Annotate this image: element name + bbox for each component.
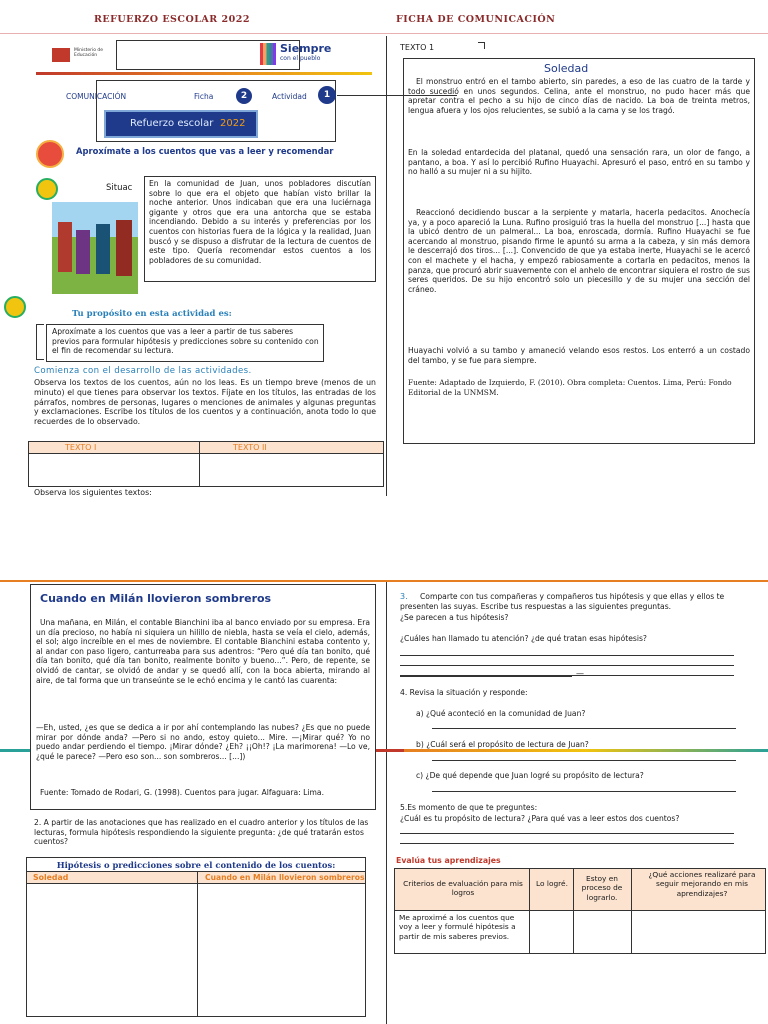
- hipotesis-table: [26, 857, 366, 1017]
- siempre-logo-text: Siempre: [280, 42, 332, 55]
- eval-div-1: [529, 869, 530, 953]
- answer-line-4c[interactable]: [432, 791, 736, 792]
- hipotesis-table-title: Hipótesis o predicciones sobre el contenido de los cuentos:: [27, 858, 365, 872]
- logo-underline: [36, 72, 372, 75]
- hipotesis-divider: [197, 872, 198, 1016]
- soledad-p1: El monstruo entró en el tambo abierto, sin paredes, a eso de las cuatro de la tarde y todo sucedió en unos segundos. Celina, ante el monstruo, no pudo hacer más que apretar contra el pecho a su hijo de cinco días de nacido. La boa de treinta metros, lengua afuera y los ojos relucientes, se subió a la cama y se los tragó.: [408, 77, 750, 115]
- milan-fuente: Fuente: Tomado de Rodari, G. (1998). Cuentos para jugar. Alfaguara: Lima.: [40, 788, 324, 797]
- actividad-number-badge: 1: [318, 86, 336, 104]
- question-3: Comparte con tus compañeras y compañeros tus hipótesis y que ellas y ellos te presenten las suyas. Escribe tus respuestas a las siguientes preguntas.: [400, 592, 725, 611]
- answer-line-5b[interactable]: [400, 843, 734, 844]
- answer-dash: —: [576, 669, 584, 678]
- answer-line-5a[interactable]: [400, 833, 734, 834]
- refuerzo-text: Refuerzo escolar: [130, 118, 214, 129]
- answer-line-4[interactable]: [400, 676, 572, 677]
- eval-th-criterios: Criterios de evaluación para mis logros: [403, 879, 523, 898]
- pueblo-logo-text: con el pueblo: [280, 55, 321, 62]
- question-4a: a) ¿Qué aconteció en la comunidad de Juan?: [416, 709, 586, 718]
- actividad-label: Actividad: [272, 92, 307, 101]
- question-4c: c) ¿De qué depende que Juan logré su propósito de lectura?: [416, 771, 644, 780]
- answer-line-2[interactable]: [400, 665, 734, 666]
- texto-ii-header: TEXTO II: [233, 443, 267, 452]
- eval-th-acciones: ¿Qué acciones realizaré para seguir mejorando en mis aprendizajes?: [648, 870, 756, 898]
- col-milan: Cuando en Milán llovieron sombreros: [205, 873, 365, 882]
- refuerzo-year: 2022: [220, 118, 246, 129]
- texto-table-divider: [199, 442, 200, 486]
- answer-line-4a[interactable]: [432, 728, 736, 729]
- aproximate-heading: Aproxímate a los cuentos que vas a leer y recomendar: [76, 146, 334, 156]
- person-figure-3: [96, 224, 110, 274]
- bracket-mark: [478, 42, 485, 49]
- person-figure-4: [116, 220, 132, 276]
- comunicacion-label: COMUNICACIÓN: [66, 92, 127, 101]
- refuerzo-banner: [104, 110, 258, 138]
- col-soledad: Soledad: [33, 873, 69, 882]
- person-figure-2: [76, 230, 90, 274]
- siempre-stripes-icon: [260, 43, 276, 65]
- milan-title: Cuando en Milán llovieron sombreros: [40, 592, 272, 605]
- soledad-p4: Huayachi volvió a su tambo y amaneció velando esos restos. Los enterró a un costado del tambo, y se fue para siempre.: [408, 346, 750, 365]
- mid-stripe-center: [376, 749, 404, 752]
- ficha-number-badge: 2: [236, 88, 252, 104]
- comienza-heading: Comienza con el desarrollo de las actividades.: [34, 366, 252, 376]
- hand-icon: [36, 140, 64, 168]
- eval-th-logre: Lo logré.: [536, 879, 568, 888]
- soledad-p3: Reaccionó decidiendo buscar a la serpiente y matarla, hacerla pedacitos. Anochecía ya, y a poco apareció la Luna. Rufino prosiguió tras la huella del monstruo [...] hasta que la ubicó dentro de un palmeral... La boa, enroscada, dormía. Rufino Huayachi se fue acercando al monstruo, pisando firme le apuntó su arma a la cabeza, y sin más demora le descerrajó dos tiros... [...]. Convencido de que ya estaba inerte, Huayachi se le acercó con el machete y el hacha, y empezó rabiosamente a cortarla en pedacitos, menos la panza, que procuró abrir suavemente con el anhelo de encontrar siquiera el rostro de sus seres queridos. De su hijo encontró solo un piecesillo y de su mujer una sección del cráneo.: [408, 208, 750, 294]
- ministry-logo-text: Ministerio de Educación: [74, 48, 104, 58]
- milan-p1: Una mañana, en Milán, el contable Bianchini iba al banco enviado por su empresa. Era un día precioso, no había ni siquiera un hilillo de niebla, hasta se veía el cielo, además, el sol; algo increíble en el mes de noviembre. El contable Bianchini estaba contento y, al andar con paso ligero, canturreaba para sus adentros: “Pero qué día tan bonito, qué día tan bonito, qué día tan bonito, realmente bonito y bueno...”. Pero, de repente, se olvidó de cantar, se olvidó de andar y se quedó allí, con la boca abierta, mirando al aire, de tal forma que un transeúnte se le echó encima y le cantó las cuarenta:: [36, 618, 370, 685]
- situacion-label: Situac: [106, 183, 133, 193]
- eval-td-criterio: Me aproximé a los cuentos que voy a leer y formulé hipótesis a partir de mis saberes previos.: [399, 913, 516, 941]
- mid-stripe-left: [0, 749, 30, 752]
- peru-flag-icon: [52, 48, 70, 62]
- question-5: 5.Es momento de que te preguntes:: [400, 803, 538, 812]
- soledad-fuente: Fuente: Adaptado de Izquierdo, F. (2010). Obra completa: Cuentos. Lima, Perú: Fondo Editorial de la UNMSM.: [408, 378, 732, 397]
- question-5b: ¿Cuál es tu propósito de lectura? ¿Para qué vas a leer estos dos cuentos?: [400, 814, 680, 823]
- column-divider: [386, 36, 387, 496]
- ficha-label: Ficha: [194, 92, 214, 101]
- texto-i-header: TEXTO I: [65, 443, 97, 452]
- eval-th-proceso: Estoy en proceso de lograrlo.: [581, 874, 623, 902]
- question-3b: ¿Se parecen a tus hipótesis?: [400, 613, 509, 622]
- texto1-label: TEXTO 1: [400, 43, 435, 52]
- milan-p2: —Eh, usted, ¿es que se dedica a ir por ahí contemplando las nubes? ¿Es que no puede mirar por dónde anda? —Pero si no ando, estoy quieto... Mire. —¡Mirar qué? Yo no puedo andar perdiendo el tiempo. ¡Mirar dónde? ¿Eh? ¡¡Oh!? ¡La marimorena! —Lo ve, ¿qué le parece? —Pero eso son... son sombreros... [...]): [36, 723, 370, 761]
- question-4b: b) ¿Cuál será el propósito de lectura de Juan?: [416, 740, 589, 749]
- proposito-title: Tu propósito en esta actividad es:: [72, 309, 232, 319]
- proposito-icon: [4, 296, 26, 318]
- logo-strip: [36, 40, 372, 74]
- column-divider-2: [386, 582, 387, 1024]
- soledad-p2: En la soledad entardecida del platanal, quedó una sensación rara, un olor de fango, a pantano, a boa. Y así lo percibió Rufino Huayachi. Apresuró el paso, entró en su tambo y no halló a su mujer ni a su hijito.: [408, 148, 750, 177]
- community-illustration: [52, 202, 138, 294]
- proposito-text: Aproxímate a los cuentos que vas a leer a partir de tus saberes previos para formular hipótesis y predicciones sobre su contenido con el fin de recomendar su lectura.: [52, 327, 319, 356]
- evaluation-table: [394, 868, 766, 954]
- q3-number: 3.: [400, 592, 408, 601]
- eval-div-3: [631, 869, 632, 953]
- evalua-heading: Evalúa tus aprendizajes: [396, 856, 501, 865]
- proposito-bracket: [36, 324, 44, 360]
- question-2: 2. A partir de las anotaciones que has realizado en el cuadro anterior y los títulos de las lecturas, formula hipótesis respondiendo la siguiente pregunta: ¿de qué tratarán estos cuentos?: [34, 818, 369, 847]
- observa-siguientes: Observa los siguientes textos:: [34, 488, 152, 497]
- answer-line-1[interactable]: [400, 655, 734, 656]
- page2-top-bar: [0, 580, 768, 582]
- question-4: 4. Revisa la situación y responde:: [400, 688, 528, 697]
- header-rule: [0, 33, 768, 34]
- soledad-title: Soledad: [544, 62, 589, 75]
- situacion-text: En la comunidad de Juan, unos pobladores discutían sobre lo que era el objeto que habían visto brillar la noche anterior. Unos indicaban que era una luciérnaga gigante y otros que era una antorcha que se estaba incendiando. Debido a su interés y preferencias por los cuentos con historias fuera de la lógica y la realidad, Juan buscó y se dispuso a disfrutar de la lectura de cuentos de este tipo. Quería recomendar estos cuentos a los pobladores de su comunidad.: [149, 179, 371, 265]
- observa-text: Observa los textos de los cuentos, aún no los leas. Es un tiempo breve (menos de un minuto) el que tienes para observar los textos. Fíjate en los títulos, las entradas de los párrafos, nombres de personas, lugares o menciones de animales y algunas preguntas y exclamaciones. Escribe los títulos de los cuentos y a continuación, anota todo lo que recuerdes de lo observado.: [34, 378, 376, 427]
- right-header: FICHA DE COMUNICACIÓN: [396, 14, 556, 25]
- situacion-icon: [36, 178, 58, 200]
- eval-div-2: [573, 869, 574, 953]
- question-3c: ¿Cuáles han llamado tu atención? ¿de qué tratan esas hipótesis?: [400, 634, 647, 643]
- left-header: REFUERZO ESCOLAR 2022: [94, 14, 250, 25]
- person-figure-1: [58, 222, 72, 272]
- texto-table: [28, 441, 384, 487]
- answer-line-4b[interactable]: [432, 760, 736, 761]
